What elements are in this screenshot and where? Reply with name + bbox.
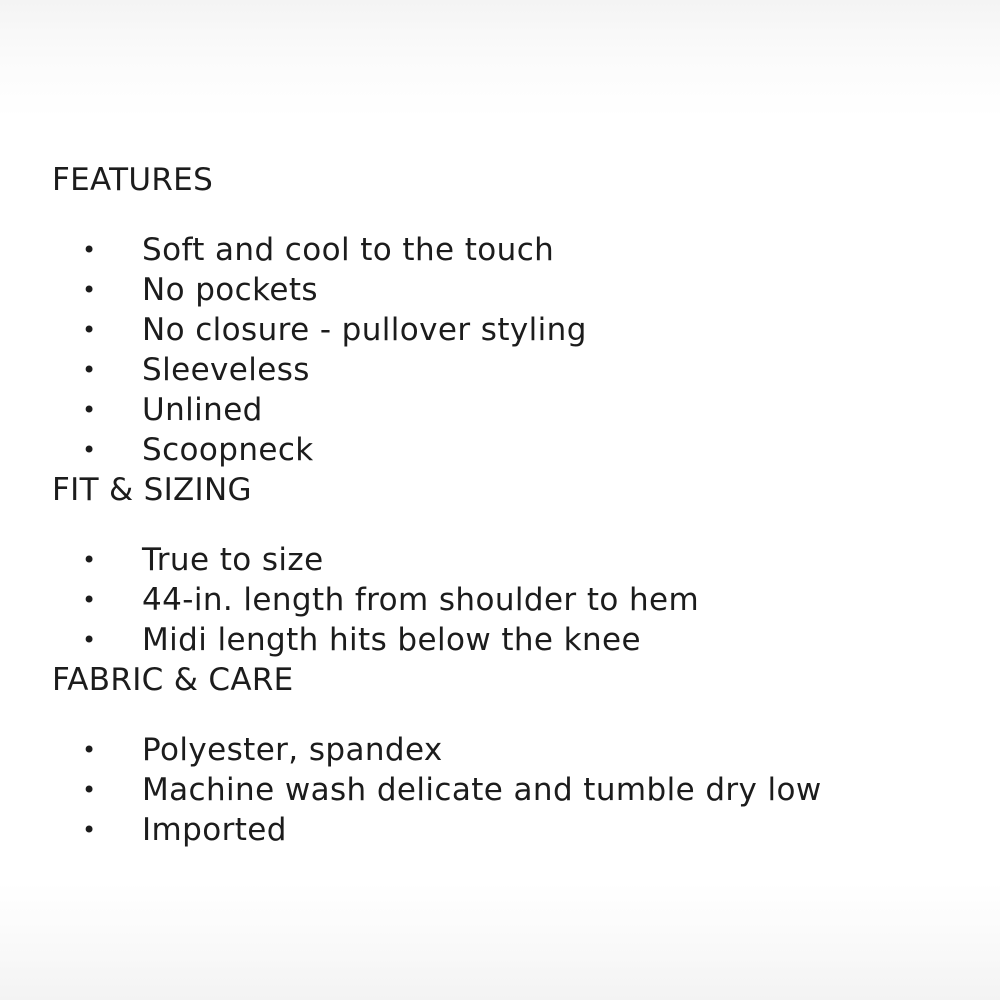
features-heading: FEATURES: [52, 162, 214, 198]
list-item-text: Unlined: [142, 392, 263, 428]
list-item-text: No pockets: [142, 272, 318, 308]
list-item: [52, 730, 952, 770]
fit-sizing-heading: FIT & SIZING: [52, 472, 252, 508]
bullet-icon: •: [82, 736, 97, 764]
list-item-text: Machine wash delicate and tumble dry low: [142, 772, 822, 808]
list-item: [52, 270, 952, 310]
bullet-icon: •: [82, 436, 97, 464]
fit-sizing-list: [52, 540, 952, 660]
bullet-icon: •: [82, 316, 97, 344]
list-item-text: Soft and cool to the touch: [142, 232, 555, 268]
list-item: [52, 230, 952, 270]
list-item: [52, 350, 952, 390]
list-item: [52, 540, 952, 580]
list-item-text: Imported: [142, 812, 287, 848]
bullet-icon: •: [82, 236, 97, 264]
list-item: [52, 580, 952, 620]
bullet-icon: •: [82, 396, 97, 424]
bullet-icon: •: [82, 626, 97, 654]
list-item-text: No closure - pullover styling: [142, 312, 587, 348]
bullet-icon: •: [82, 586, 97, 614]
list-item-text: Sleeveless: [142, 352, 310, 388]
fabric-care-heading: FABRIC & CARE: [52, 662, 294, 698]
bullet-icon: •: [82, 356, 97, 384]
list-item-text: Polyester, spandex: [142, 732, 443, 768]
list-item-text: True to size: [142, 542, 324, 578]
list-item-text: Midi length hits below the knee: [142, 622, 641, 658]
list-item: [52, 770, 952, 810]
bullet-icon: •: [82, 546, 97, 574]
bullet-icon: •: [82, 276, 97, 304]
product-details-content: [52, 160, 952, 850]
list-item-text: Scoopneck: [142, 432, 314, 468]
list-item: [52, 310, 952, 350]
fabric-care-list: [52, 730, 952, 850]
list-item-text: 44-in. length from shoulder to hem: [142, 582, 700, 618]
list-item: [52, 430, 952, 470]
bullet-icon: •: [82, 816, 97, 844]
list-item: [52, 620, 952, 660]
list-item: [52, 390, 952, 430]
list-item: [52, 810, 952, 850]
bullet-icon: •: [82, 776, 97, 804]
features-list: [52, 230, 952, 470]
